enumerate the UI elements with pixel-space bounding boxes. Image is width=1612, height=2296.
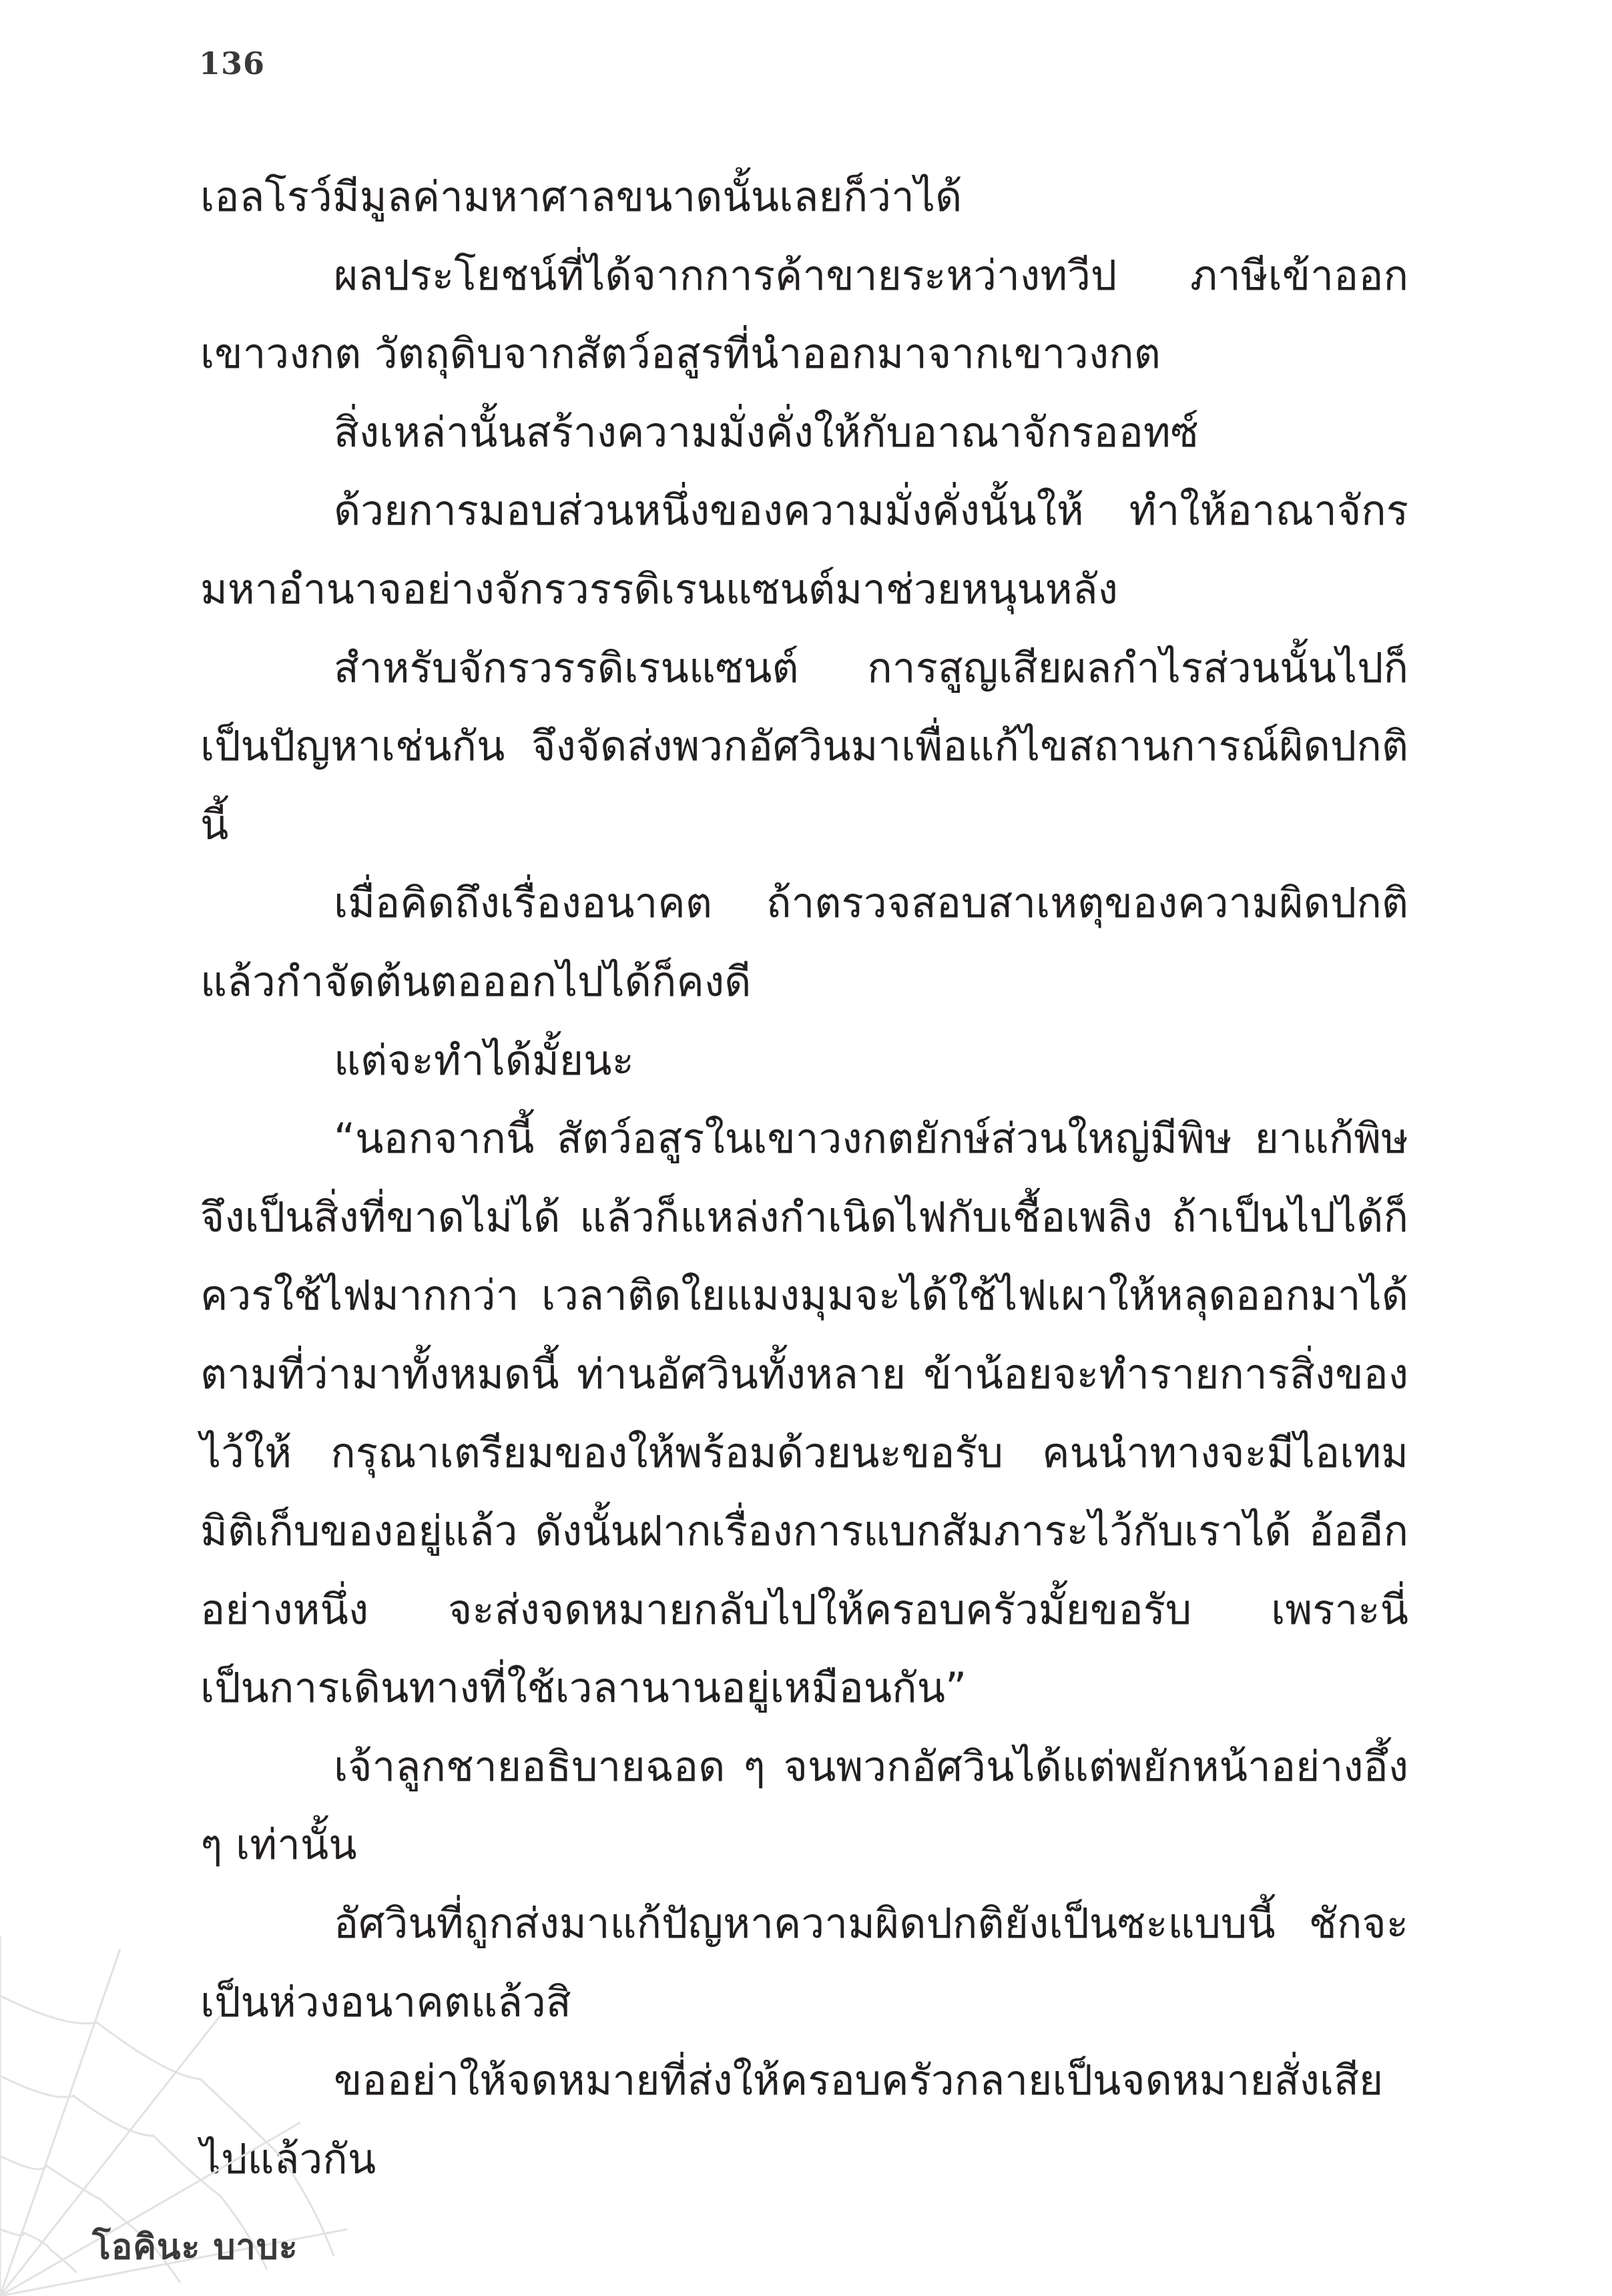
page-number: 136 [199,45,266,81]
paragraph: สำหรับจักรวรรดิเรนแซนต์ การสูญเสียผลกำไรส่วนนั้นไปก็เป็นปัญหาเช่นกัน จึงจัดส่งพวกอัศวินมาเพื่อแก้ไขสถานการณ์ผิดปกตินี้ [200,643,1408,849]
body-text [200,158,1408,2198]
paragraph: แต่จะทำได้มั้ยนะ [334,1035,634,1085]
paragraph: เมื่อคิดถึงเรื่องอนาคต ถ้าตรวจสอบสาเหตุของความผิดปกติแล้วกำจัดต้นตอออกไปได้ก็คงดี [200,878,1408,1006]
paragraph: อัศวินที่ถูกส่งมาแก้ปัญหาความผิดปกติยังเป็นซะแบบนี้ ชักจะเป็นห่วงอนาคตแล้วสิ [200,1899,1408,2026]
paragraph: เอลโรว์มีมูลค่ามหาศาลขนาดนั้นเลยก็ว่าได้ [200,172,963,221]
author-name: โอคินะ บาบะ [92,2227,298,2267]
paragraph: เจ้าลูกชายอธิบายฉอด ๆ จนพวกอัศวินได้แต่พยักหน้าอย่างอึ้ง ๆ เท่านั้น [200,1741,1408,1870]
paragraph: ด้วยการมอบส่วนหนึ่งของความมั่งคั่งนั้นให้ ทำให้อาณาจักรมหาอำนาจอย่างจักรวรรดิเรนแซนต์มาช่วยหนุนหลัง [200,486,1408,613]
paragraph: “นอกจากนี้ สัตว์อสูรในเขาวงกตยักษ์ส่วนใหญ่มีพิษ ยาแก้พิษจึงเป็นสิ่งที่ขาดไม่ได้ แล้วก็แหล่งกำเนิดไฟกับเชื้อเพลิง ถ้าเป็นไปได้ก็ควรใช้ไฟมากกว่า เวลาติดใยแมงมุมจะได้ใช้ไฟเผาให้หลุดออกมาได้ ตามที่ว่ามาทั้งหมดนี้ ท่านอัศวินทั้งหลาย ข้าน้อยจะทำรายการสิ่งของไว้ให้ กรุณาเตรียมของให้พร้อมด้วยนะขอรับ คนนำทางจะมีไอเทมมิติเก็บของอยู่แล้ว ดังนั้นฝากเรื่องการแบกสัมภาระไว้กับเราได้ อ้ออีกอย่างหนึ่ง จะส่งจดหมายกลับไปให้ครอบครัวมั้ยขอรับ เพราะนี่เป็นการเดินทางที่ใช้เวลานานอยู่เหมือนกัน” [200,1114,1408,1713]
paragraph: ผลประโยชน์ที่ได้จากการค้าขายระหว่างทวีป ภาษีเข้าออกเขาวงกต วัตถุดิบจากสัตว์อสูรที่นำออกมาจากเขาวงกต [200,250,1408,378]
paragraph: สิ่งเหล่านั้นสร้างความมั่งคั่งให้กับอาณาจักรออทซ์ [334,407,1199,457]
paragraph: ขออย่าให้จดหมายที่ส่งให้ครอบครัวกลายเป็นจดหมายสั่งเสียไปแล้วกัน [200,2056,1384,2183]
